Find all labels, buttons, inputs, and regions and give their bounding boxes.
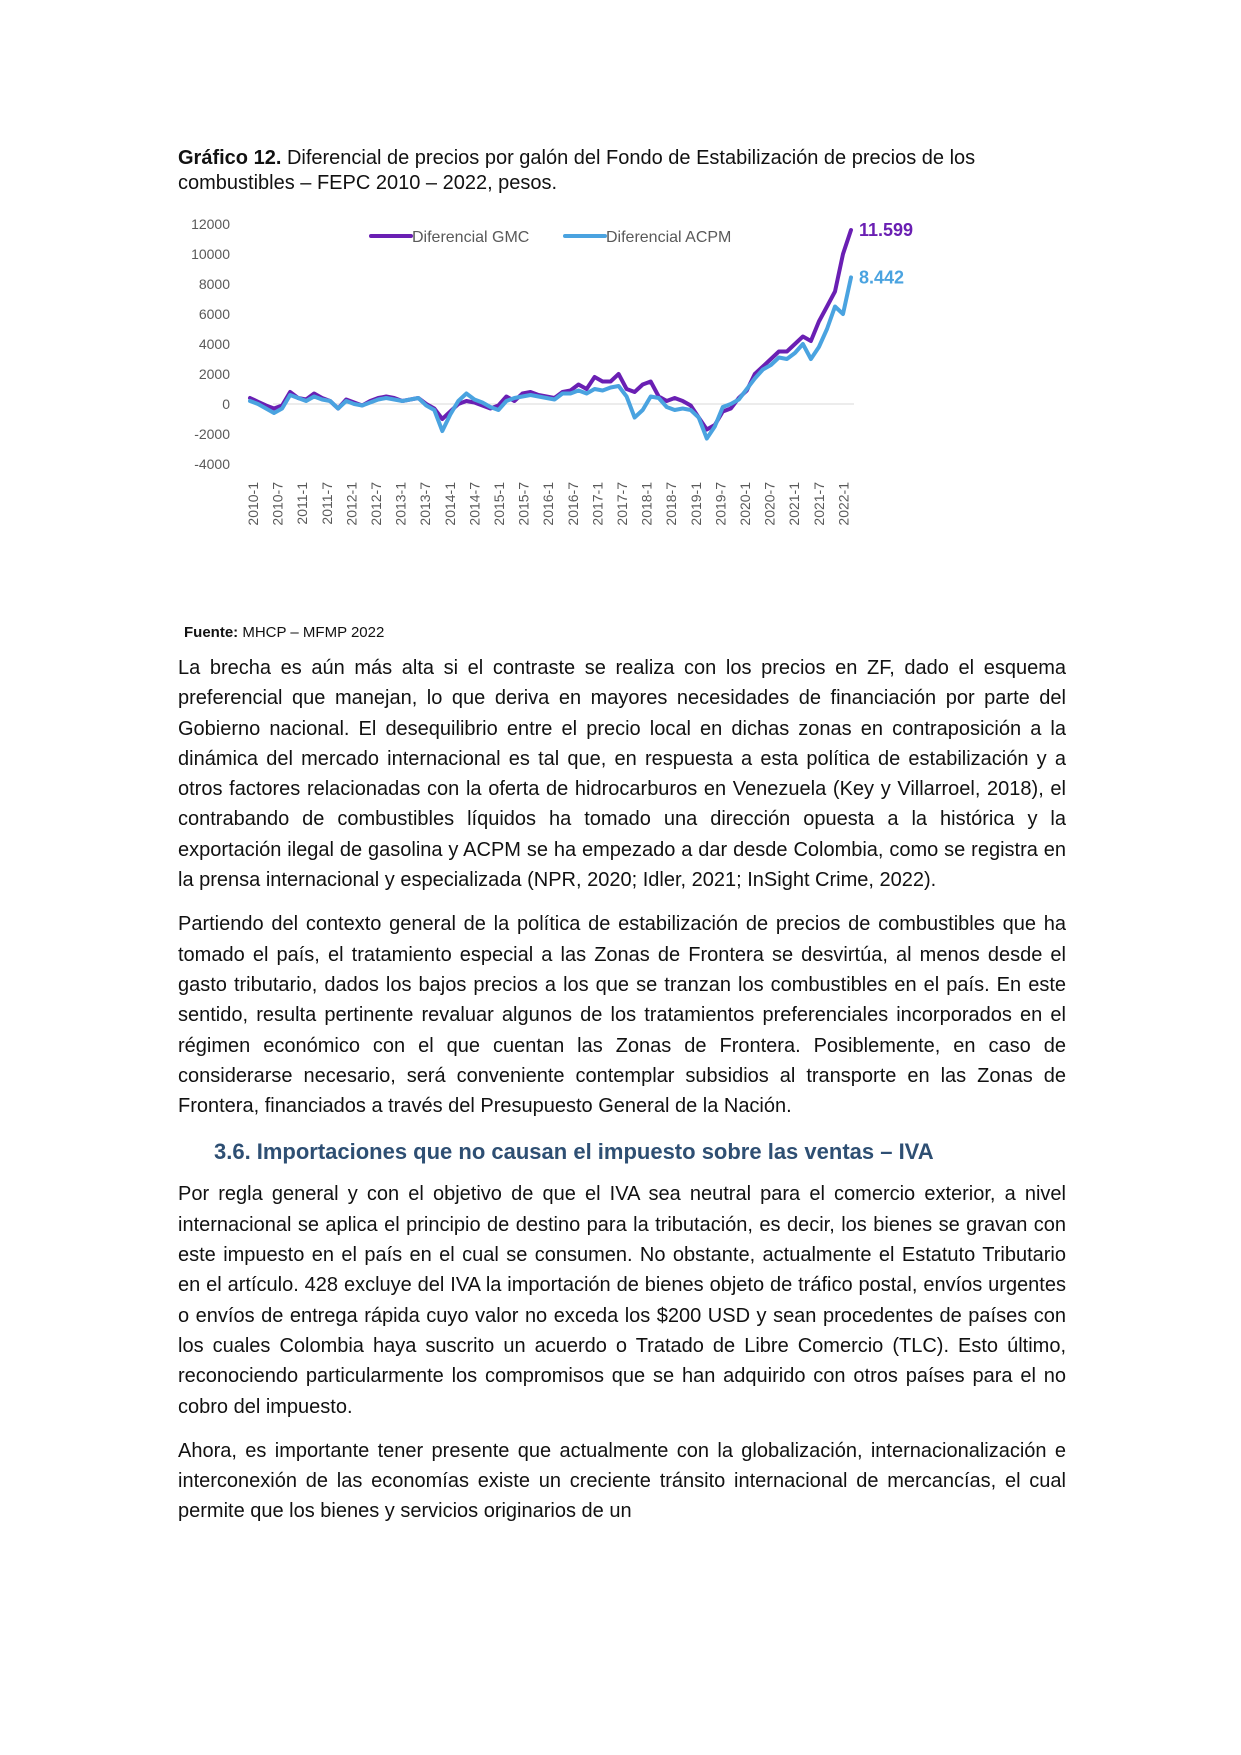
y-tick-label: -2000 (194, 426, 230, 442)
x-tick-label: 2012-7 (368, 482, 384, 526)
figure-source-label: Fuente: (184, 624, 239, 641)
series-end-label-0: 11.599 (859, 220, 914, 241)
figure-caption-label: Gráfico 12. (178, 147, 282, 169)
x-tick-label: 2018-7 (663, 482, 680, 526)
y-tick-label: 10000 (191, 246, 230, 262)
section-number: 3.6. (214, 1139, 251, 1165)
x-tick-label: 2014-1 (441, 482, 458, 526)
figure-source-text: MHCP – MFMP 2022 (242, 624, 385, 641)
series-end-label-1: 8.442 (859, 267, 905, 288)
x-tick-label: 2010-1 (245, 482, 261, 526)
paragraph-3: Por regla general y con el objetivo de que el IVA sea neutral para el comercio exterior, a nivel internacional se aplica el principio de destino para la tributación, es decir, los bienes se gravan con este impuesto en el país en el cual se consumen. No obstante, actualmente el Estatuto Tributario en el artículo. 428 excluye del IVA la importación de bienes objeto de tráfico postal, envíos urgentes o envíos de entrega rápida cuyo valor no exceda los $200 USD y sean procedentes de países con los cuales Colombia haya suscrito un acuerdo o Tratado de Libre Comercio (TLC). Esto último, reconociendo particularmente los compromisos que se han adquirido con otros países para el no cobro del impuesto. (178, 1183, 1066, 1418)
x-tick-label: 2016-1 (540, 482, 557, 526)
x-tick-label: 2014-7 (466, 482, 483, 526)
figure-source (184, 624, 1066, 641)
price-differential-chart (178, 198, 1066, 610)
x-tick-label: 2019-7 (712, 482, 729, 526)
x-tick-label: 2016-7 (564, 482, 581, 526)
x-tick-label: 2019-1 (687, 482, 704, 526)
x-tick-label: 2012-1 (343, 482, 360, 526)
y-tick-label: 12000 (191, 216, 230, 232)
legend-label-1: Diferencial ACPM (606, 229, 732, 246)
legend-label-0: Diferencial GMC (412, 229, 530, 246)
x-tick-label: 2020-7 (761, 482, 778, 526)
x-tick-label: 2011-1 (294, 482, 311, 525)
y-tick-label: 6000 (198, 306, 230, 322)
figure-caption (178, 146, 1066, 196)
y-tick-label: 0 (222, 396, 230, 412)
document-page (178, 146, 1066, 1527)
x-tick-label: 2013-1 (392, 482, 409, 526)
figure-caption-text: Diferencial de precios por galón del Fondo de Estabilización de precios de los combustibles – FEPC 2010 – 2022, pesos. (178, 147, 976, 194)
y-tick-label: 4000 (198, 336, 230, 352)
paragraph-1: La brecha es aún más alta si el contraste se realiza con los precios en ZF, dado el esquema preferencial que manejan, lo que deriva en mayores necesidades de financiación por parte del Gobierno nacional. El desequilibrio entre el precio local en dichas zonas en contraposición a la dinámica del mercado internacional es tal que, en respuesta a esta política de estabilización y a otros factores relacionadas con la oferta de hidrocarburos en Venezuela (Key y Villarroel, 2018), el contrabando de combustibles líquidos ha tomado una dirección opuesta a la histórica y la exportación ilegal de gasolina y ACPM se ha empezado a dar desde Colombia, como se registra en la prensa internacional y especializada (NPR, 2020; Idler, 2021; InSight Crime, 2022). (178, 657, 1066, 892)
x-tick-label: 2011-7 (318, 482, 335, 525)
paragraph-4: Ahora, es importante tener presente que actualmente con la globalización, internacionalización e interconexión de las economías existe un creciente tránsito internacional de mercancías, el cual permite que los bienes y servicios originarios de un (178, 1439, 1066, 1523)
x-tick-label: 2020-1 (737, 482, 753, 526)
section-title: Importaciones que no causan el impuesto sobre las ventas – IVA (256, 1139, 934, 1165)
x-tick-label: 2021-7 (810, 482, 827, 526)
x-tick-label: 2017-1 (589, 482, 606, 526)
section-heading (214, 1137, 1066, 1167)
x-tick-label: 2021-1 (786, 482, 803, 526)
x-tick-label: 2015-7 (515, 482, 532, 526)
x-tick-label: 2015-1 (491, 482, 507, 526)
x-tick-label: 2017-7 (614, 482, 630, 526)
y-tick-label: 2000 (198, 366, 230, 382)
x-tick-label: 2013-7 (417, 482, 434, 526)
x-tick-label: 2018-1 (638, 482, 655, 526)
y-tick-label: -4000 (194, 456, 230, 472)
x-tick-label: 2010-7 (269, 482, 286, 526)
series-line-1 (250, 277, 851, 438)
x-tick-label: 2022-1 (835, 482, 852, 526)
y-tick-label: 8000 (198, 276, 230, 292)
chart-svg (178, 198, 1066, 610)
paragraph-2: Partiendo del contexto general de la política de estabilización de precios de combustibles que ha tomado el país, el tratamiento especial a las Zonas de Frontera se desvirtúa, al menos desde el gasto tributario, dados los bajos precios a los que se tranzan los combustibles en el país. En este sentido, resulta pertinente revaluar algunos de los tratamientos preferenciales incorporados en el régimen económico con el que cuentan las Zonas de Frontera. Posiblemente, en caso de considerarse necesario, será conveniente contemplar subsidios al transporte en las Zonas de Frontera, financiados a través del Presupuesto General de la Nación. (178, 913, 1066, 1118)
